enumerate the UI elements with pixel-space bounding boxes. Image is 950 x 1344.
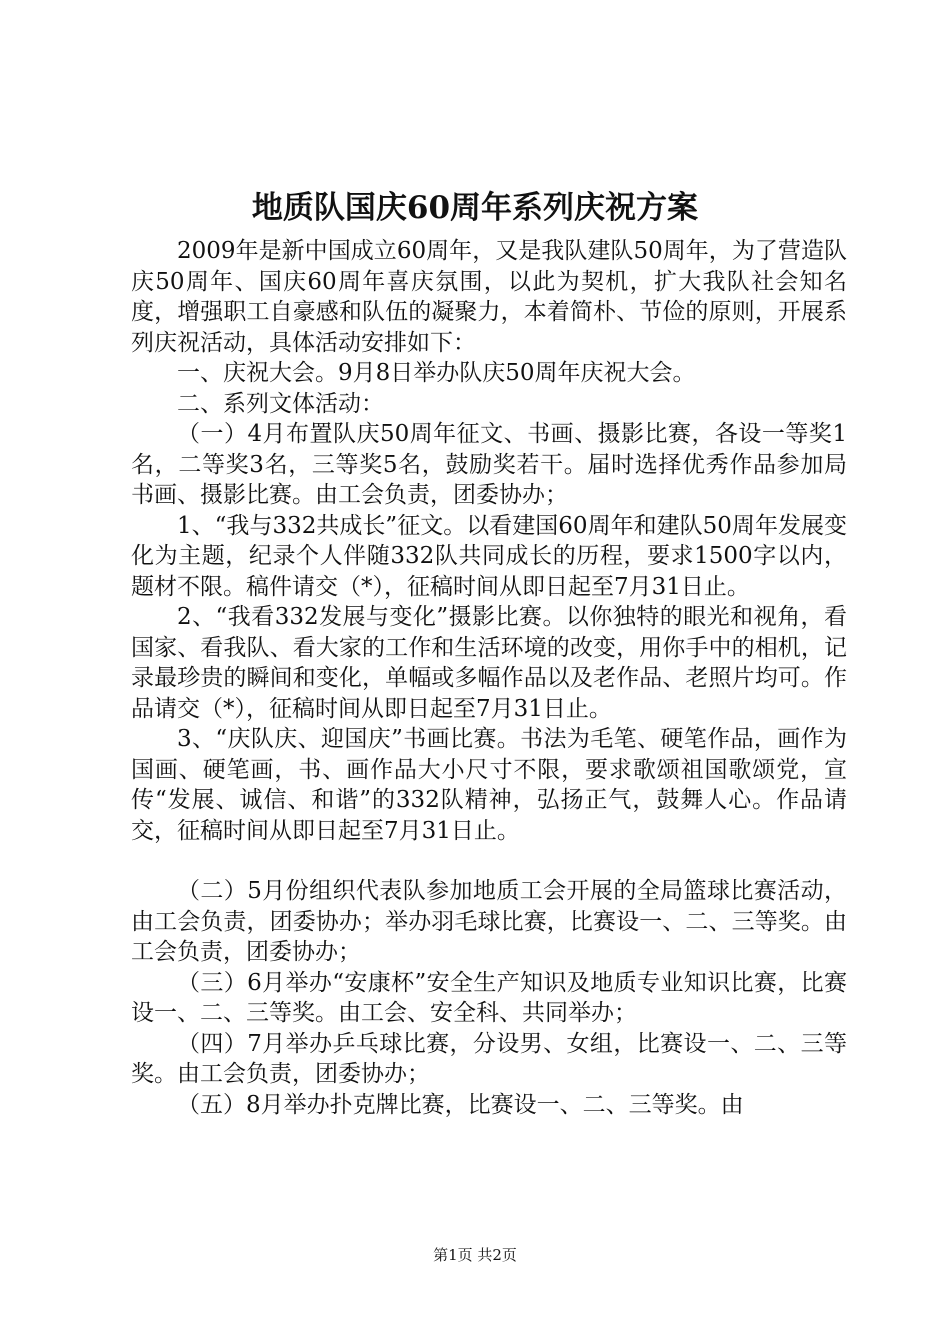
item-two-paragraph: （二）5月份组织代表队参加地质工会开展的全局篮球比赛活动，由工会负责，团委协办；举办羽毛球比赛，比赛设一、二、三等奖。由工会负责，团委协办； xyxy=(131,878,847,965)
section-one-paragraph: 一、庆祝大会。9月8日举办队庆50周年庆祝大会。 xyxy=(177,360,696,386)
intro-paragraph: 2009年是新中国成立60周年，又是我队建队50周年，为了营造队庆50周年、国庆60周年喜庆氛围，以此为契机，扩大我队社会知名度，增强职工自豪感和队伍的凝聚力，本着简朴、节俭的原则，开展系列庆祝活动，具体活动安排如下： xyxy=(131,238,847,356)
page-footer: 第1页 共2页 xyxy=(433,1246,517,1264)
photo-contest-paragraph: 2、“我看332发展与变化”摄影比赛。以你独特的眼光和视角，看国家、看我队、看大家的工作和生活环境的改变，用你手中的相机，记录最珍贵的瞬间和变化，单幅或多幅作品以及老作品、老照片均可。作品请交（*），征稿时间从即日起至7月31日止。 xyxy=(131,604,847,722)
item-five-paragraph: （五）8月举办扑克牌比赛，比赛设一、二、三等奖。由 xyxy=(177,1091,744,1118)
item-three-paragraph: （三）6月举办“安康杯”安全生产知识及地质专业知识比赛，比赛设一、二、三等奖。由工会、安全科、共同举办； xyxy=(131,969,847,1026)
document-title: 地质队国庆60周年系列庆祝方案 xyxy=(251,190,699,226)
item-one-paragraph: （一）4月布置队庆50周年征文、书画、摄影比赛，各设一等奖1名，二等奖3名，三等奖5名，鼓励奖若干。届时选择优秀作品参加局书画、摄影比赛。由工会负责，团委协办； xyxy=(131,421,847,508)
item-four-paragraph: （四）7月举办乒乓球比赛，分设男、女组，比赛设一、二、三等奖。由工会负责，团委协办； xyxy=(131,1030,847,1087)
paragraph-spacer xyxy=(131,846,847,876)
calligraphy-contest-paragraph: 3、“庆队庆、迎国庆”书画比赛。书法为毛笔、硬笔作品，画作为国画、硬笔画，书、画作品大小尺寸不限，要求歌颂祖国歌颂党，宣传“发展、诚信、和谐”的332队精神，弘扬正气，鼓舞人心。作品请交，征稿时间从即日起至7月31日止。 xyxy=(131,726,847,844)
essay-contest-paragraph: 1、“我与332共成长”征文。以看建国60周年和建队50周年发展变化为主题，纪录个人伴随332队共同成长的历程，要求1500字以内，题材不限。稿件请交（*），征稿时间从即日起至7月31日止。 xyxy=(131,512,847,600)
document-body xyxy=(131,236,847,1120)
section-two-heading: 二、系列文体活动： xyxy=(177,390,384,417)
